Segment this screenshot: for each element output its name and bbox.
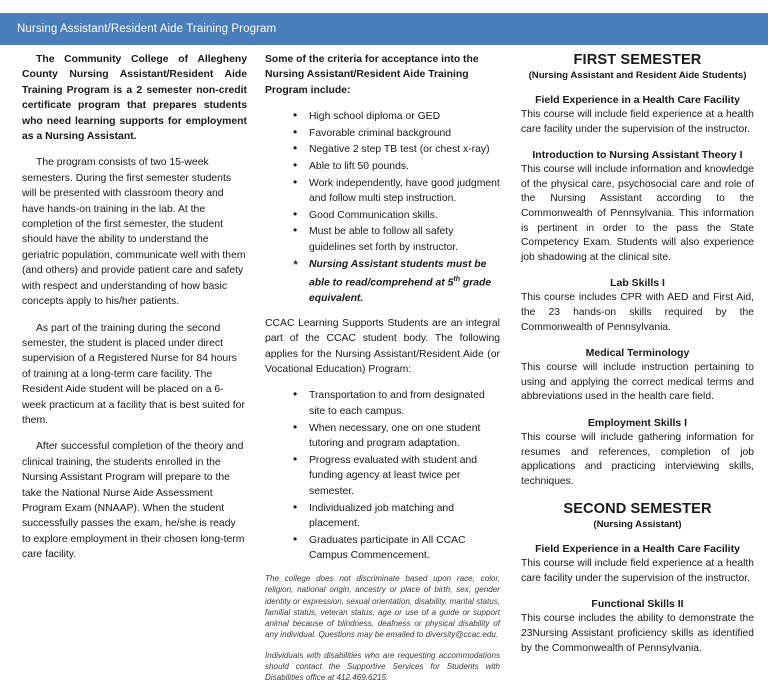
column-middle (265, 52, 512, 693)
list-item: • High school diploma or GED (293, 109, 500, 125)
list-item: • Graduates participate in All CCAC Campus Commencement. (293, 533, 500, 564)
course-description: This course includes CPR with AED and First Aid, the 23 hands-on skills required by the Commonwealth of Pennsylvania. (521, 292, 754, 333)
course-description: This course includes the ability to demonstrate the 23Nursing Assistant proficiency skills as identified by the Commonwealth of Pennsylvania. (521, 613, 754, 654)
column-left (0, 52, 265, 574)
course-title: Field Experience in a Health Care Facility (535, 94, 740, 106)
first-semester-heading: FIRST SEMESTER (573, 52, 702, 68)
list-item: • Good Communication skills. (293, 208, 500, 224)
list-item: • Individualized job matching and placement. (293, 501, 500, 532)
course-description: This course will include field experience at a health care facility under the supervision of the instructor. (521, 558, 754, 584)
course-title: Introduction to Nursing Assistant Theory I (532, 149, 743, 162)
list-item: • Transportation to and from designated site to each campus. (293, 388, 500, 419)
second-semester-heading: SECOND SEMESTER (563, 501, 712, 518)
first-semester-subheading: (Nursing Assistant and Resident Aide Students) (528, 70, 747, 81)
accommodations-notice: Individuals with disabilities who are requesting accommodations should contact the Supportive Services for Students with Disabilities office at 412.469.6215. (265, 650, 500, 683)
three-column-layout (0, 52, 768, 693)
course-title: Functional Skills II (591, 598, 684, 611)
list-item: • Able to lift 50 pounds. (293, 159, 500, 175)
course-description: This course will include field experience at a health care facility under the supervision of the instructor. (521, 109, 754, 135)
second-semester-training-paragraph: As part of the training during the second semester, the student is placed under direct supervision of a Registered Nurse for 84 hours of training at a long-term care facility. The Resident Aide student will be placed on a 6-week practicum at a facility that is best suited for them. (22, 322, 245, 426)
document-title: Nursing Assistant/Resident Aide Training Program (17, 23, 277, 35)
list-item: • Work independently, have good judgment and follow multi step instruction. (293, 176, 500, 207)
list-item: • Progress evaluated with student and funding agency at least twice per semester. (293, 453, 500, 500)
course-description: This course will include information and knowledge of the physical care, psychosocial care and role of the Nursing Assistant according to the Commonwealth of Pennsylvania. This information is pertinent in order to the pass the State Competency Exam. Students will also experience job shadowing at the clinical site. (521, 164, 754, 263)
nondiscrimination-notice: The college does not discriminate based upon race, color, religion, national origin, ancestry or place of birth, sex, gender identity or expression, sexual orientation, disability, marital status, familial status, veteran status, age or use of a guide or support animal because of blindness, deafness or physical disability of any individual. Questions may be emailed to diversity@ccac.edu. (265, 573, 500, 640)
criteria-emphasis-ordinal: th (453, 276, 460, 284)
course-title: Medical Terminology (585, 347, 690, 360)
document-title-bar (0, 13, 768, 45)
criteria-heading: Some of the criteria for acceptance into the Nursing Assistant/Resident Aide Training Program include: (265, 54, 479, 96)
completion-paragraph: After successful completion of the theory and clinical training, the students enrolled in the Nursing Assistant Program will prepare to the take the National Nurse Aide Assessment Program Exam (NNAAP). When the student successfully passes the exam, he/she is ready to explore employment in their chosen long-term care facility. (22, 441, 245, 561)
second-semester-subheading: (Nursing Assistant) (593, 519, 682, 531)
course-description: This course will include gathering information for resumes and references, completion of job applications and practicing interviewing skills, techniques. (521, 431, 754, 487)
criteria-list (265, 109, 500, 307)
list-item-emphasized (293, 257, 500, 307)
list-item: • Must be able to follow all safety guidelines set forth by instructor. (293, 224, 500, 255)
criteria-emphasis-suffix: grade equivalent. (309, 277, 492, 305)
course-description: This course will include instruction pertaining to using and applying the correct medical terms and abbreviations used in the health care field. (521, 362, 754, 403)
course-title: Employment Skills I (587, 416, 688, 429)
program-structure-paragraph: The program consists of two 15-week semesters. During the first semester students will be presented with classroom theory and have hands-on training in the lab. At the completion of the first semester, the student should have the ability to understand the geriatric population, communicate well with them (and others) and provide patient care and safety with respect and understanding of how basic concepts apply to his/her patients. (22, 157, 246, 308)
course-title: Field Experience in a Health Care Facility (535, 543, 740, 556)
criteria-emphasis-prefix: Nursing Assistant students must be able to read/comprehend at 5 (309, 258, 487, 289)
course-title: Lab Skills I (610, 277, 665, 290)
list-item: • When necessary, one on one student tutoring and program adaptation. (293, 421, 500, 452)
list-item: • Favorable criminal background (293, 126, 500, 142)
intro-paragraph: The Community College of Allegheny County Nursing Assistant/Resident Aide Training Program is a 2 semester non-credit certificate program that prepares students who need learning supports for employment as a Nursing Assistant. (22, 54, 247, 143)
learning-supports-intro: CCAC Learning Supports Students are an integral part of the CCAC student body. The following applies for the Nursing Assistant/Resident Aide (or Vocational Education) Program: (265, 317, 500, 376)
list-item: • Negative 2 step TB test (or chest x-ray) (293, 142, 500, 158)
learning-supports-list (265, 388, 500, 564)
column-right (512, 52, 768, 668)
